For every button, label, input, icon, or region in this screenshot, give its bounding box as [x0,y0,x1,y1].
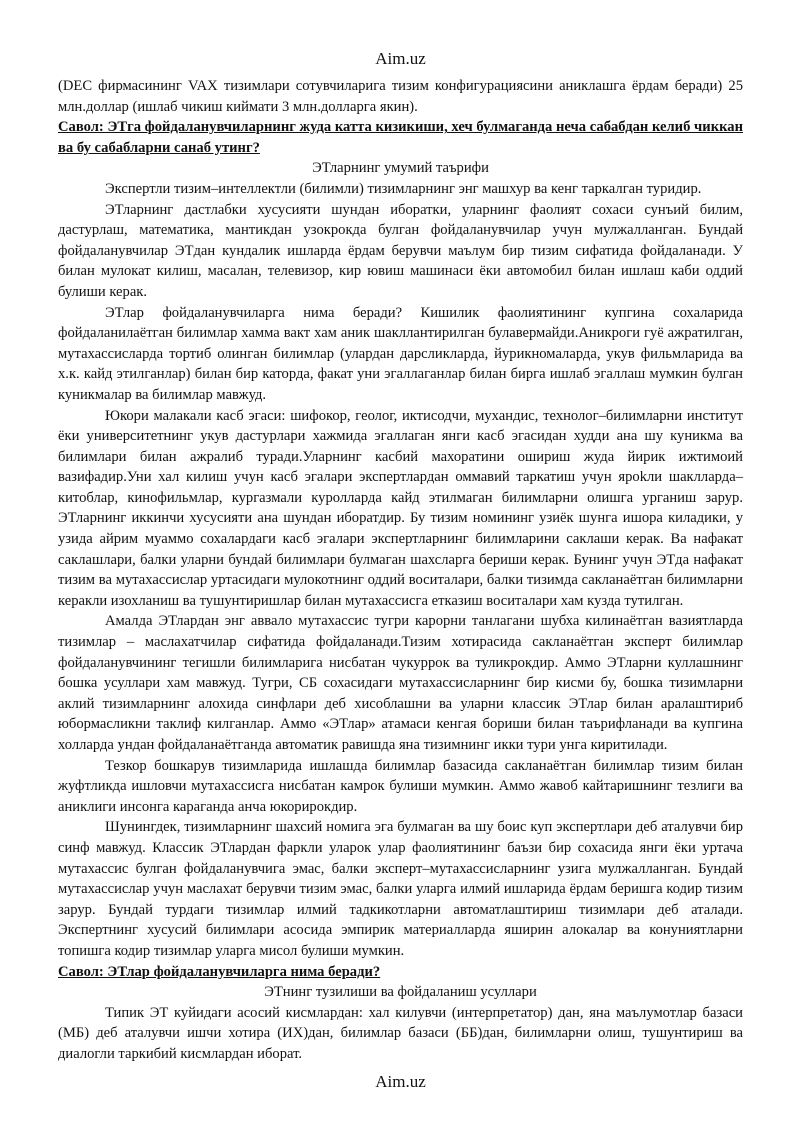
question-heading-2: Савол: ЭТлар фойдаланувчиларга нима беради? [58,963,381,980]
section-heading-1: ЭТларнинг умумий таърифи [312,160,489,177]
section-heading-2: ЭТнинг тузилиши ва фойдаланиш усуллари [264,984,537,1001]
site-header: Aim.uz [375,49,426,68]
paragraph-intro-continuation: (DEC фирмасининг VAX тизимлари сотувчиларига тизим конфигурациясини аниклашга ёрдам беради) 25 млн.доллар (ишлаб чикиш киймати 3 млн.долларга якин). [58,78,743,115]
site-footer: Aim.uz [375,1071,426,1091]
paragraph-1: Экспертли тизим–интеллектли (билимли) тизимларнинг энг машхур ва кенг таркалган туридир. [105,180,702,197]
paragraph-7: Шунингдек, тизимларнинг шахсий номига эга булмаган ва шу боис куп экспертлари деб аталувчи бир синф мавжуд. Классик ЭТлардан фаркли уларок улар фаолиятининг баъзи бир сохасида янги ёки уртача мутахассис булган фойдаланувчига эмас, балки эксперт–мутахассисларнинг узига мулжалланган. Бундай мутахассислар учун маслахат берувчи тизим эмас, балки уларга илмий ишларида ёрдам беришга кодир тизим зарур. Бундай турдаги тизимлар илмий тадкикотларни автоматлаштириш тизимлари деб аталади. Экспертнинг хусусий билимлари асосида эмпирик материалларда яширин алокалар ва конуниятларни топишга кодир тизимлар уларга мисол булиши мумкин. [58,819,743,959]
paragraph-4: Юкори малакали касб эгаси: шифокор, геолог, иктисодчи, мухандис, технолог–билимларни институт ёки университетнинг укув дастурлари хажмида эгаллаган янги касб эгасидан худди ана шу куникма ва билимлари билан ажралиб туради.Уларнинг касбий махоратини ошириш жуда йирик ижтимоий вазифадир.Уни хал килиш учун касб эгалари экспертлардан оммавий таркатиш учун яроkли шаклларда–китоблар, кинофильмлар, кургазмали куролларда кайд этилмаган билимларни олишга урганиш зарур. ЭТларнинг иккинчи хусусияти ана шундан иборатдир. Бу тизим номининг узиёк шунга ишора киладики, у узида айрим муаммо сохалардаги касб эгалари экспертларнинг билимларини саклаши керак. Ва нафакат саклашлари, балки уларни бундай билимлари булмаган шахсларга бериши керак. Бунинг учун ЭТда нафакат тизим ва мутахассислар уртасидаги мулокотнинг оддий воситалари, балки тизимда сакланаётган билимларни керакли изохланиш ва тушунтиришлар билан мутахассисга етказиш воситалари хам кузда тутилган. [58,407,743,609]
paragraph-2: ЭТларнинг дастлабки хусусияти шундан иборатки, уларнинг фаолият сохаси сунъий билим, дастурлаш, математика, мантикдан узокрокда булган фойдаланувчилар учун мулжалланган. Бундай фойдаланувчилар ЭТдан кундалик ишларда ёрдам берувчи маълум бир тизим сифатида фойдаланади. У билан мулокат килиш, масалан, телевизор, кир ювиш машинаси ёки автомобил билан ишлаш каби оддий булиши керак. [58,201,743,300]
paragraph-5: Амалда ЭТлардан энг аввало мутахассис тугри карорни танлагани шубха килинаётган вазиятларда тизимлар – маслахатчилар сифатида фойдаланади.Тизим хотирасида сакланаётган эксперт билимлар фойдаланувчининг тегишли билимларига нисбатан чукуррок ва туликрокдир. Аммо ЭТларни куллашнинг бошка усуллари хам мавжуд. Тугри, СБ сохасидаги мутахассисларнинг бир кисми бу, бошка тизимларни аклий тизимларнинг алохида синфлари деб хисоблашни ва уларни классик ЭТлар билан аралаштириб юбормасликни таклиф килганлар. Аммо «ЭТлар» атамаси кенгая бориши билан таърифланади ва купгина холларда ундан фойдаланаётганда автоматик равишда яна тизимнинг икки тури унга киритилади. [58,613,743,753]
paragraph-3: ЭТлар фойдаланувчиларга нима беради? Кишилик фаолиятининг купгина сохаларида фойдаланилаётган билимлар хамма вакт хам аник шакллантирилган булавермайди.Аникроги гуё ажратилган, мутахассисларда тортиб олинган билимлар (улардан дарсликларда, йурикномаларда, укув фильмларида ва х.к. кайд этилганлар) билан бир каторда, факат уни эгаллаганлар билан бирга ишлаб эгаллаш мумкин булган куникмалар ва билимлар мавжуд. [58,304,743,403]
paragraph-6: Тезкор бошкарув тизимларида ишлашда билимлар базасида сакланаётган билимлар тизим билан жуфтликда ишловчи мутахассисга нисбатан камрок булиши мумкин. Аммо жавоб кайтаришнинг тезлиги ва аниклиги инсонга караганда анча юкорирокдир. [58,757,743,815]
paragraph-8: Типик ЭТ куйидаги асосий кисмлардан: хал килувчи (интерпретатор) дан, яна маълумотлар базаси (МБ) деб аталувчи ишчи хотира (ИХ)дан, билимлар базаси (ББ)дан, билимларни олиш, тушунтириш ва диалогли таркибий кисмлардан иборат. [58,1004,743,1062]
question-heading-1: Савол: ЭТга фойдаланувчиларнинг жуда катта кизикиши, хеч булмаганда неча сабабдан келиб чиккан ва бу сабабларни санаб утинг? [58,119,743,156]
